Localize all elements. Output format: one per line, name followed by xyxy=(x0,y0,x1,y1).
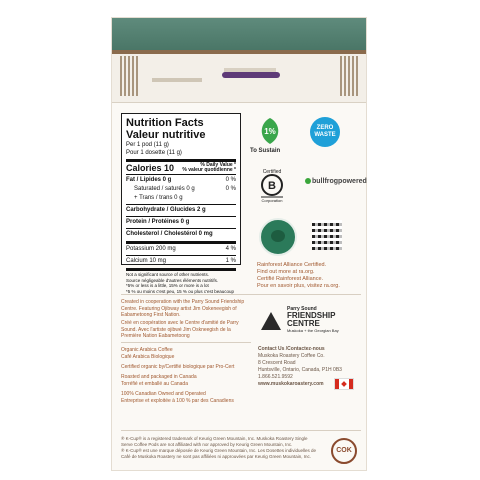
ra-line-1: Rainforest Alliance Certified. xyxy=(257,262,327,268)
cok-certification-seal-icon: COK xyxy=(331,438,357,464)
psf-name: FRIENDSHIP CENTRE xyxy=(287,311,336,328)
psf-sub: Muskoka + the Georgian Bay xyxy=(287,328,339,333)
contact-company: Muskoka Roastery Coffee Co. xyxy=(258,353,325,359)
divider xyxy=(121,294,361,295)
bcorp-top: Certified xyxy=(262,169,282,175)
nutrient-row-protein: Protein / Protéines 0 g xyxy=(126,219,190,225)
rule xyxy=(126,228,236,229)
teepee-icon xyxy=(261,312,281,330)
ra-line-3: Certifié Rainforest Alliance. xyxy=(257,276,324,282)
contact-city: Huntsville, Ontario, Canada, P1H 0B3 xyxy=(258,367,342,373)
daily-value-en: % Daily Value * xyxy=(200,162,236,168)
bcorp-bottom: Corporation xyxy=(261,198,283,203)
nutrient-row-saturated: Saturated / saturés 0 g 0 % xyxy=(134,186,236,192)
contact-phone: 1.866.521.9592 xyxy=(258,374,293,380)
organic-2: Café Arabica Biologique xyxy=(121,354,175,360)
trademark-footer xyxy=(121,436,319,460)
flap-script-logo xyxy=(222,72,280,78)
roasted-2: Torréfié et emballé au Canada xyxy=(121,381,188,387)
daily-value-fr: % valeur quotidienne * xyxy=(182,167,236,173)
rule xyxy=(126,255,236,256)
box-lid-top xyxy=(112,18,366,50)
thick-rule xyxy=(126,268,236,271)
nutrient-row-carbohydrate: Carbohydrate / Glucides 2 g xyxy=(126,207,206,213)
thick-rule xyxy=(126,241,236,244)
divider xyxy=(121,430,361,431)
wood-pattern-left xyxy=(120,56,138,96)
flap-text-mark xyxy=(152,78,202,82)
certified-organic: Certified organic by/Certifié biologique par Pro-Cert xyxy=(121,364,235,370)
owned-2: Entreprise et exploitée à 100 % par des Canadiens xyxy=(121,398,234,404)
one-percent-leaf-icon xyxy=(258,117,282,145)
zero-waste-badge: ZERO WASTE xyxy=(310,117,340,147)
nutrient-row-trans: + Trans / trans 0 g xyxy=(134,195,183,201)
psf-top: Parry Sound xyxy=(287,306,317,312)
ra-line-4: Pour en savoir plus, visitez ra.org. xyxy=(257,283,340,289)
ra-line-2: Find out more at ra.org. xyxy=(257,269,315,275)
nutrient-row-fat: Fat / Lipides 0 g 0 % xyxy=(126,177,236,183)
rule xyxy=(126,174,236,175)
nutrient-row-calcium: Calcium 10 mg 1 % xyxy=(126,258,236,264)
calories-label: Calories 10 xyxy=(126,163,175,173)
nutrition-note-1: Not a significant source of other nutrients. xyxy=(126,272,210,277)
wood-pattern-right xyxy=(340,56,358,96)
nutrition-note-3: *5% or less is a little, 15% or more is a lot xyxy=(126,283,209,288)
b-corp-icon xyxy=(257,168,287,204)
contact-heading: Contact Us /Contactez-nous xyxy=(258,346,325,352)
nutrition-title-fr: Valeur nutritive xyxy=(126,129,206,141)
rule xyxy=(126,216,236,217)
owned-1: 100% Canadian Owned and Operated xyxy=(121,391,206,397)
bullfrog-text: bullfrogpowered xyxy=(312,178,367,185)
footer-fr: ® K-Cup® est une marque déposée de Keurig Green Mountain, Inc. Les Dosettes individuelles de Café de Muskoka Roastery ne sont pas affiliées ni approuvées par Keurig Green Mountain, Inc. xyxy=(121,448,316,459)
footer-en: ® K-Cup® is a registered trademark of Keurig Green Mountain, Inc. Muskoka Roastery Single Serve Coffee Pods are not affiliated with nor approved by Keurig Green Mountain, Inc. xyxy=(121,436,308,447)
qr-code[interactable] xyxy=(312,220,342,250)
canada-flag-icon xyxy=(334,378,354,390)
rule xyxy=(126,204,236,205)
nutrition-note-4: *5 % ou moins c'est peu, 15 % ou plus c'est beaucoup xyxy=(126,288,235,294)
bcorp-letter: B xyxy=(268,180,276,192)
organic-1: Organic Arabica Coffee xyxy=(121,347,173,353)
divider xyxy=(121,342,251,343)
frog-icon xyxy=(305,178,311,184)
serving-en: Per 1 pod (11 g) xyxy=(126,142,169,148)
nutrition-facts-table xyxy=(121,113,241,294)
rainforest-alliance-frog-icon xyxy=(259,218,297,256)
cooperation-en: Created in cooperation with the Parry Sound Friendship Centre. Featuring Ojibway artist Jim Oskeneegish of Eabametoong First Nation. xyxy=(121,299,245,318)
nutrition-title-en: Nutrition Facts xyxy=(126,117,204,129)
box-top-flap xyxy=(112,54,366,103)
to-sustain-label: To Sustain xyxy=(250,148,281,154)
nutrient-row-potassium: Potassium 200 mg 4 % xyxy=(126,246,236,252)
nutrition-note-2: Source négligeable d'autres éléments nutritifs. xyxy=(126,277,219,283)
contact-street: 8 Crescent Road xyxy=(258,360,296,366)
bullfrog-powered-logo xyxy=(305,178,367,185)
rainforest-alliance-text xyxy=(257,262,365,290)
contact-url[interactable]: www.muskokaroastery.com xyxy=(258,381,324,387)
serving-fr: Pour 1 dosette (11 g) xyxy=(126,150,182,156)
roasted-1: Roasted and packaged in Canada xyxy=(121,374,197,380)
cooperation-fr: Créé en coopération avec le Centre d'amitié de Parry Sound. Avec l'artiste ojibwé Jim Oskneegish de la Première Nation Eabametoong xyxy=(121,320,239,339)
sustain-pct: 1% xyxy=(264,127,276,136)
nutrient-row-cholesterol: Cholesterol / Cholestérol 0 mg xyxy=(126,231,213,237)
